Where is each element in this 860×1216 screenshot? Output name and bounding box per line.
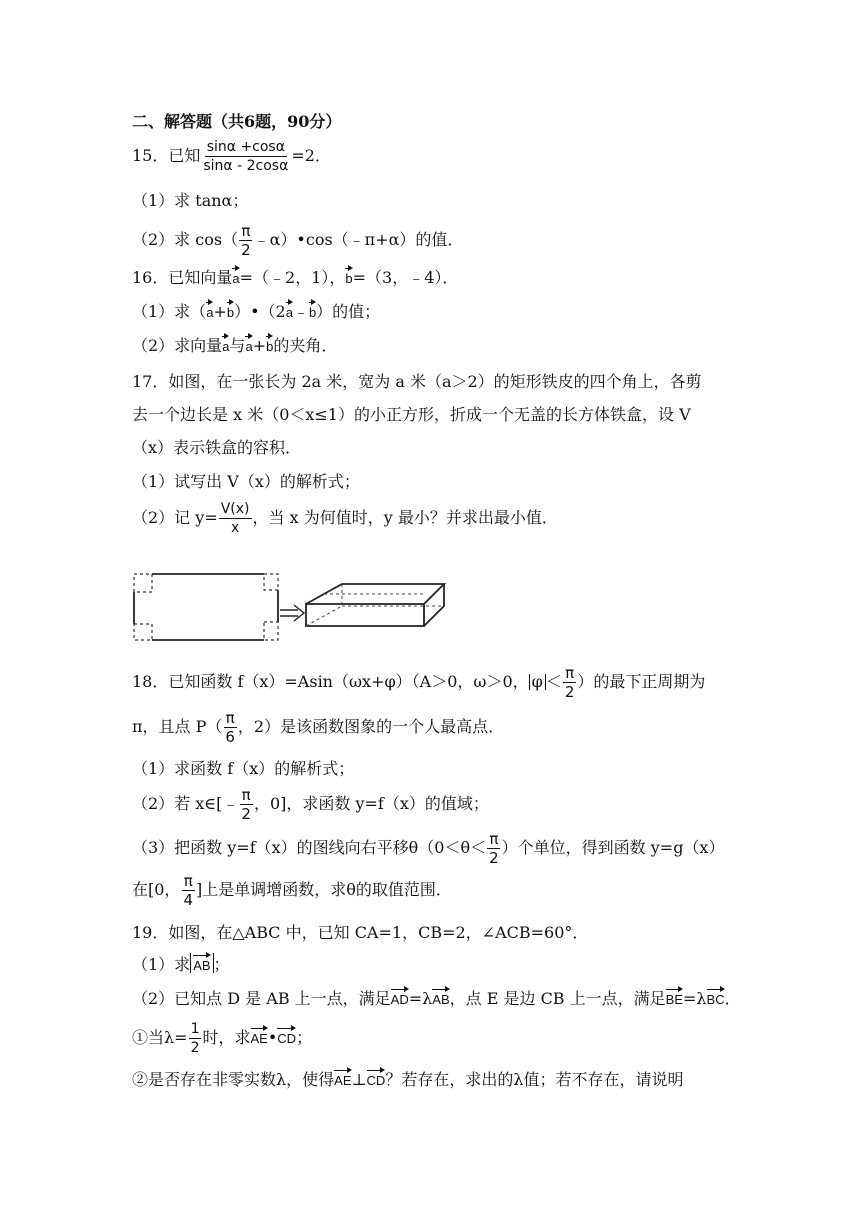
q19-case1 bbox=[132, 1020, 312, 1057]
vector-ae: AE bbox=[251, 1026, 268, 1046]
q19-c1-d: ； bbox=[296, 1028, 313, 1047]
q18-p3-a: （3）把函数 y=f（x）的图线向右平移θ（0＜θ＜ bbox=[132, 838, 487, 857]
arrow-icon bbox=[280, 605, 304, 621]
q19-c1-den: 2 bbox=[190, 1040, 200, 1056]
q16-p1-c: ）•（2 bbox=[234, 302, 286, 321]
q15-stem bbox=[132, 138, 331, 175]
q19-p1-a: （1）求 bbox=[132, 955, 191, 974]
iron-sheet-figure bbox=[128, 564, 448, 652]
open-box bbox=[306, 584, 444, 626]
q19-p2-e: ． bbox=[724, 989, 741, 1008]
q15-p2-fraction bbox=[239, 222, 253, 259]
q15-suffix: =2． bbox=[291, 146, 331, 165]
q19-c1-b: 时，求 bbox=[202, 1028, 251, 1047]
q16-p1-e: ）的值； bbox=[316, 302, 381, 321]
q19-c1-c: • bbox=[267, 1028, 278, 1047]
vector-a: a bbox=[286, 300, 293, 320]
q15-prefix: 15．已知 bbox=[132, 146, 201, 165]
abs-vector-ab bbox=[190, 953, 213, 973]
q18-p3l2-den: 4 bbox=[183, 891, 193, 909]
q18-line1 bbox=[132, 664, 705, 701]
q15-part1: （1）求 tanα； bbox=[132, 191, 249, 210]
q16-stem bbox=[132, 266, 458, 289]
q18-p2-den: 2 bbox=[241, 805, 251, 823]
q18-l2-b: ，2）是该函数图象的一个人最高点． bbox=[237, 717, 505, 736]
q15-part2 bbox=[132, 222, 463, 259]
q18-l1-c: ）的最下正周期为 bbox=[577, 672, 706, 691]
q19-stem: 19．如图，在△ABC 中，已知 CA=1，CB=2，∠ACB=60°． bbox=[132, 923, 589, 942]
q15-p2-a: （2）求 cos（ bbox=[132, 230, 239, 249]
q16-a: 16．已知向量 bbox=[132, 268, 233, 287]
q19-p2-b: =λ bbox=[408, 989, 433, 1008]
q16-p2-d: 的夹角． bbox=[273, 336, 338, 355]
q16-part1 bbox=[132, 300, 380, 323]
q18-l2-a: π，且点 P（ bbox=[132, 717, 223, 736]
vector-ab: AB bbox=[193, 953, 210, 973]
q18-part3 bbox=[132, 830, 724, 867]
q15-p2-b: ﹣α）•cos（﹣π+α）的值． bbox=[253, 230, 464, 249]
q17-line1: 17．如图，在一张长为 2a 米，宽为 a 米（a＞2）的矩形铁皮的四个角上，各剪 bbox=[132, 372, 702, 391]
q17-line2: 去一个边长是 x 米（0＜x≤1）的小正方形，折成一个无盖的长方体铁盒，设 V bbox=[132, 405, 691, 424]
q18-p2-b: ，0]，求函数 y=f（x）的值域； bbox=[253, 794, 489, 813]
q15-fraction bbox=[201, 138, 290, 175]
q16-p1-d: ﹣ bbox=[292, 302, 309, 321]
q19-p1-b: ； bbox=[213, 955, 230, 974]
q18-part2 bbox=[132, 786, 489, 823]
q16-p2-c: + bbox=[252, 336, 267, 355]
q18-l2-fraction bbox=[223, 709, 237, 746]
q18-line2 bbox=[132, 709, 504, 746]
vector-cd: CD bbox=[277, 1026, 296, 1046]
vector-ad: AD bbox=[391, 987, 409, 1007]
q19-p2-a: （2）已知点 D 是 AB 上一点，满足 bbox=[132, 989, 391, 1008]
q15-p2-num: π bbox=[241, 222, 251, 240]
q16-p2-a: （2）求向量 bbox=[132, 336, 223, 355]
q19-c2-b: ⊥ bbox=[351, 1070, 367, 1089]
q17-p2-fraction bbox=[219, 500, 252, 537]
q18-l1-fraction bbox=[563, 664, 577, 701]
q19-c1-fraction bbox=[189, 1020, 202, 1057]
q16-p1-a: （1）求（ bbox=[132, 302, 207, 321]
q18-l1-b: ＜ bbox=[545, 672, 562, 691]
vector-b: b bbox=[266, 334, 273, 354]
corner-squares bbox=[134, 574, 278, 640]
vector-ae: AE bbox=[334, 1068, 351, 1088]
q18-p3-b: ）个单位，得到函数 y=g（x） bbox=[501, 838, 725, 857]
vector-bc: BC bbox=[707, 987, 725, 1007]
q19-c2-c: ？若存在，求出的λ值；若不存在，请说明 bbox=[385, 1070, 684, 1089]
q18-part3-line2 bbox=[132, 872, 452, 909]
q16-p1-b: + bbox=[213, 302, 227, 321]
q19-p2-c: ，点 E 是边 CB 上一点，满足 bbox=[449, 989, 666, 1008]
q19-c2-a: ②是否存在非零实数λ，使得 bbox=[132, 1070, 335, 1089]
vector-be: BE bbox=[666, 987, 683, 1007]
vector-a: a bbox=[206, 300, 213, 320]
q17-line3: （x）表示铁盒的容积． bbox=[132, 438, 302, 457]
q19-p2-d: =λ bbox=[683, 989, 707, 1008]
vector-a: a bbox=[232, 266, 239, 286]
q18-l1-den: 2 bbox=[564, 683, 575, 701]
q18-p2-a: （2）若 x∈[﹣ bbox=[132, 794, 239, 813]
q18-p3-num: π bbox=[489, 830, 499, 848]
q16-part2 bbox=[132, 334, 337, 357]
vector-a: a bbox=[245, 334, 252, 354]
q16-b: =（﹣2，1）， bbox=[239, 268, 346, 287]
vector-a: a bbox=[222, 334, 229, 354]
q18-l2-num: π bbox=[225, 709, 235, 727]
q17-p2-a: （2）记 y= bbox=[132, 508, 218, 527]
q15-frac-den: sinα - 2cosα bbox=[203, 158, 289, 174]
q15-p2-den: 2 bbox=[241, 241, 251, 259]
q17-p2-b: ，当 x 为何值时，y 最小？并求出最小值． bbox=[252, 508, 558, 527]
q16-c: =（3，﹣4）． bbox=[352, 268, 459, 287]
q19-c1-num: 1 bbox=[190, 1021, 200, 1037]
q16-p2-b: 与 bbox=[229, 336, 246, 355]
q19-part2 bbox=[132, 987, 741, 1010]
vector-cd: CD bbox=[367, 1068, 386, 1088]
q15-frac-num: sinα +cosα bbox=[206, 139, 285, 155]
section-title: 二、解答题（共6题，90分） bbox=[132, 112, 342, 131]
q19-c1-a: ①当λ= bbox=[132, 1028, 188, 1047]
q17-p2-num: V(x) bbox=[220, 501, 250, 517]
vector-ab: AB bbox=[432, 987, 449, 1007]
q19-part1 bbox=[132, 953, 230, 976]
q18-p3l2-b: ]上是单调增函数，求θ的取值范围． bbox=[195, 880, 452, 899]
q17-p2-den: x bbox=[230, 520, 240, 536]
q18-p2-fraction bbox=[239, 786, 253, 823]
vector-b: b bbox=[345, 266, 352, 286]
abs-phi: φ bbox=[529, 674, 546, 690]
q18-p3-fraction bbox=[487, 830, 501, 867]
q18-part1: （1）求函数 f（x）的解析式； bbox=[132, 759, 355, 778]
q19-case2 bbox=[132, 1068, 683, 1091]
q18-p3l2-num: π bbox=[183, 872, 193, 890]
vector-b: b bbox=[227, 300, 234, 320]
vector-b: b bbox=[309, 300, 316, 320]
q18-p3-den: 2 bbox=[489, 849, 499, 867]
q18-l1-a: 18．已知函数 f（x）=Asin（ωx+φ）（A＞0，ω＞0， bbox=[132, 672, 529, 691]
q18-l1-num: π bbox=[565, 664, 575, 682]
q18-l2-den: 6 bbox=[225, 728, 235, 746]
q17-part2 bbox=[132, 500, 558, 537]
q18-p2-num: π bbox=[241, 786, 251, 804]
q17-part1: （1）试写出 V（x）的解析式； bbox=[132, 472, 360, 491]
flat-sheet bbox=[134, 574, 278, 640]
q18-p3l2-fraction bbox=[181, 872, 195, 909]
q18-p3l2-a: 在[0， bbox=[132, 880, 181, 899]
